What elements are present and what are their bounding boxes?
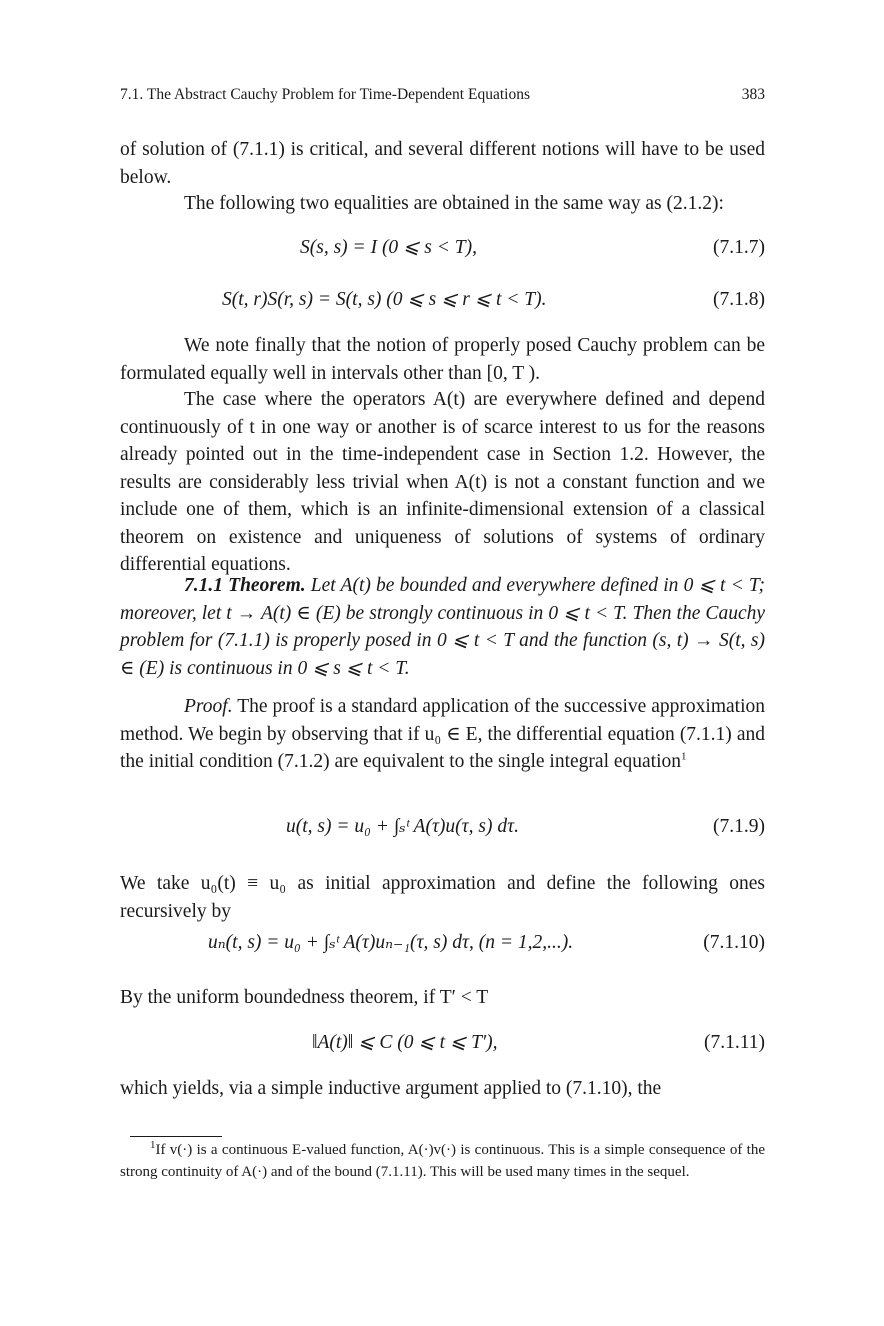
equation-7-1-9	[120, 812, 765, 842]
footnote-text: If v(·) is a continuous E-valued function, A(·)v(·) is continuous. This is a simple consequence of the strong continuity of A(·) and of the bound (7.1.11). This will be used many times in the sequel.	[120, 1142, 765, 1180]
equation-formula: S(s, s) = I (0 ⩽ s < T),	[300, 237, 477, 258]
equation-7-1-8	[120, 285, 765, 315]
page-number: 383	[741, 86, 765, 103]
running-head-title: 7.1. The Abstract Cauchy Problem for Time-Dependent Equations	[120, 86, 530, 103]
equation-7-1-11	[120, 1028, 765, 1058]
footnote-marker: 1	[681, 750, 687, 763]
equation-formula: u(t, s) = u₀ + ∫ₛᵗ A(τ)u(τ, s) dτ.	[286, 816, 519, 837]
paragraph-initial-approximation: We take u₀(t) ≡ u₀ as initial approximation and define the following ones recursively by	[120, 873, 765, 922]
equation-formula: uₙ(t, s) = u₀ + ∫ₛᵗ A(τ)uₙ₋₁(τ, s) dτ, (n = 1,2,...).	[208, 932, 574, 953]
footnote	[120, 1140, 765, 1183]
paragraph-case: The case where the operators A(t) are everywhere defined and depend continuously of t in one way or another is of scarce interest to us for the reasons already pointed out in the time-independent case in Section 1.2. However, the results are considerably less trivial when A(t) is not a constant function and we include one of them, which is an infinite-dimensional extension of a classical theorem on existence and uniqueness of solutions of systems of ordinary differential equations.	[120, 389, 765, 575]
equation-number: (7.1.11)	[703, 1032, 765, 1053]
footnote-number: 1	[150, 1139, 156, 1151]
equation-number: (7.1.8)	[713, 289, 765, 310]
paragraph-uniform-boundedness: By the uniform boundedness theorem, if T′ < T	[120, 987, 489, 1008]
proof-paragraph	[120, 693, 765, 776]
paragraph-continuation: of solution of (7.1.1) is critical, and several different notions will have to be used below.	[120, 139, 765, 188]
equation-formula: ‖A(t)‖ ⩽ C (0 ⩽ t ⩽ T′),	[312, 1032, 498, 1053]
paragraph-yields: which yields, via a simple inductive argument applied to (7.1.10), the	[120, 1078, 662, 1099]
equation-7-1-10	[120, 928, 765, 958]
equation-number: (7.1.9)	[713, 816, 765, 837]
proof-label: Proof.	[184, 696, 233, 717]
theorem-label: 7.1.1 Theorem.	[184, 575, 306, 596]
equation-number: (7.1.7)	[713, 237, 765, 258]
equation-7-1-7	[120, 233, 765, 263]
equation-formula: S(t, r)S(r, s) = S(t, s) (0 ⩽ s ⩽ r ⩽ t < T).	[222, 289, 547, 310]
paragraph-equalities-intro: The following two equalities are obtained in the same way as (2.1.2):	[184, 193, 724, 214]
footnote-divider	[130, 1136, 222, 1137]
equation-number: (7.1.10)	[703, 932, 765, 953]
proof-text: The proof is a standard application of the successive approximation method. We begin by observing that if u₀ ∈ E, the differential equation (7.1.1) and the initial condition (7.1.2) are equivalent to the single integral equation	[120, 696, 765, 772]
paragraph-note: We note finally that the notion of properly posed Cauchy problem can be formulated equally well in intervals other than [0, T ).	[120, 335, 765, 384]
theorem-text: Let A(t) be bounded and everywhere defined in 0 ⩽ t < T; moreover, let t → A(t) ∈ (E) be strongly continuous in 0 ⩽ t < T. Then the Cauchy problem for (7.1.1) is properly posed in 0 ⩽ t < T and the function (s, t) → S(t, s) ∈ (E) is continuous in 0 ⩽ s ⩽ t < T.	[120, 575, 765, 679]
theorem-7-1-1	[120, 572, 765, 682]
running-head	[120, 86, 765, 108]
